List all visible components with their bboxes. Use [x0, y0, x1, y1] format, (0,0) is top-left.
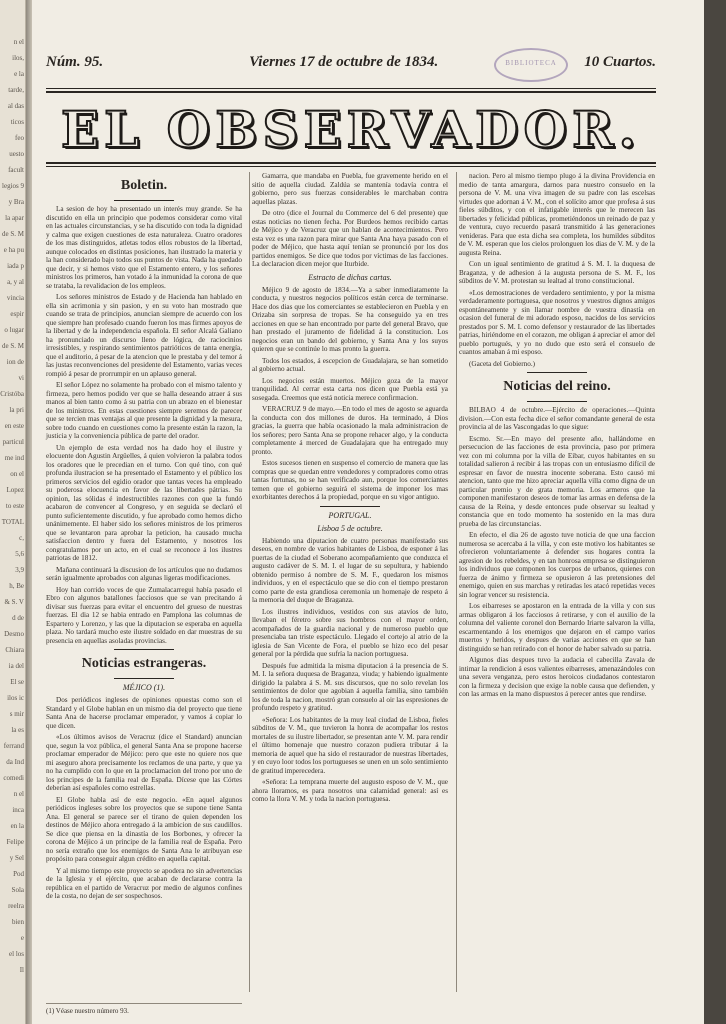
paragraph: Y al mismo tiempo este proyecto se apodera no sin advertencias de la Iglesia y el ejército, que acaban de declararse contra la república en el partido de Veracruz por medio de algunos confines de la costa, no dejan de ser sospechosos. — [46, 866, 242, 900]
issue-number: Núm. 95. — [46, 54, 104, 70]
left-page-fragment: espir — [10, 310, 24, 318]
paragraph: Estos sucesos tienen en suspenso el comercio de manera que las compras que se quedan entre vendedores y compradores como otras tantas fortunas, no se han verificado aun, porque los comerciantes temen que el gobierno seguirá el sistema de imponer los mas exorbitantes derechos á la propiedad, porque en su vigor antiguo. — [252, 459, 448, 501]
left-page-fragment: inca — [12, 806, 24, 814]
left-page-fragment: y Bra — [8, 198, 24, 206]
subhead-letters: Estracto de dichas cartas. — [308, 272, 392, 282]
title-rule — [320, 506, 380, 507]
left-page-fragment: & S. V — [4, 598, 24, 606]
left-page-fragment: iada p — [7, 262, 24, 270]
left-page-fragment: me ind — [4, 454, 24, 462]
title-rule — [527, 401, 587, 402]
left-page-fragment: on el — [10, 470, 24, 478]
title-rule — [114, 649, 174, 650]
paragraph: Los señores ministros de Estado y de Hacienda han hablado en ella sin acrimonia y sin pasion, y en su voto han mostrado que cuando se trata de principios, anuncian siempre de acuerdo con los que siempre han profesado cuando fueron los mas firmes apoyos de la libertad y de la independencia española. El señor Alcalá Galiano ha pronunciado un discurso lleno de lógica, de raciocinios irresistibles, y respirando sentimientos patrióticos de tanta energía, que el auditorio, á pesar de la atencion que le prestaba y del temor á las justas reconvenciones del presidente del Estamento, varias veces rompió á pesar de prorrumpir en un aplauso general. — [46, 293, 242, 378]
left-page-fragment: al das — [7, 102, 24, 110]
paragraph: VERACRUZ 9 de mayo.—En todo el mes de agosto se aguarda la conducta con dos millones de duros. Ha terminado, á Dios gracias, la guerra que había ocasionado la mala administracion de los señores; pero Santa Ana se propone rehacer algo, y la conducta completamente á merced de Guadalajara que ha entregado muy pronto. — [252, 405, 448, 456]
stamp-text: BIBLIOTECA — [505, 59, 557, 67]
portugal-continued — [459, 172, 655, 368]
paragraph: El señor López no solamente ha probado con el mismo talento y firmeza, pero hemos podido ver que se halla deseando atraer á sus manos al bien tanto como á su patria con un abrazo en el bienestar de los ministros. En estas cuestiones siempre seremos de parecer que se tercien mas ventajas al que presente la dignidad y la mesura, sobre todo cuando en cuestiones como la presente están la razon, la justicia y la conveniencia pública de parte del orador. — [46, 381, 242, 440]
left-page-fragment: ferrand — [3, 742, 24, 750]
left-page-fragment: 3,9 — [15, 566, 24, 574]
paragraph: Después fue admitida la misma diputacion á la presencia de S. M. I. la señora duquesa de Braganza, viuda; y habiendo igualmente dirigido la palabra á S. M. sus discursos, que no solo revelan los sentimientos de dolor que agobian á aquella familia, sino también los de toda la nacion, mostró gran consuelo al oir las espresiones de profundo respeto y gratitud. — [252, 661, 448, 712]
left-page-fragment: h, Be — [9, 582, 24, 590]
left-page-fragment: El se — [10, 678, 24, 686]
column-2 — [252, 172, 448, 807]
rule — [46, 162, 656, 164]
paragraph: De otro (dice el Journal du Commerce del 6 del presente) que estas noticias no tienen fecha. Por Burdeos hemos recibido cartas de Méjico y de Veracruz que un hablan de acontecimientos. Pero esta vez es una razon para mirar que Santa Ana haya pasado con el poder de Méjico, que hasta aquí tenían se pronunció por los dos partidos enemigos. Se dice que todos por víctimas de las facciones. La declaracion dicen mejor que Iturbide. — [252, 209, 448, 268]
paragraph: Un ejemplo de esta verdad nos ha dado hoy el ilustre y elocuente don Agustin Argüelles, á quien volvieron la palabra todos los oradores que le precedian en el turno. Con qué tino, con qué profunda ilustracion se ha presentado el Estamento y el público los primeros servicios del egidio orador que tantas veces ha empleado su poderosa elocuencia en favor de las libertades pátrias. Su opinion, las sólidas é indestructibles razones con que la fundó acabaron de convencer al Congreso, y en seguida se declaró el punto suficientemente discutido, y fue aprobado como hemos dicho unánimemente. El haber sido los señores ministros de los primeros que se levantaron para aprobar la peticion, ha causado mucha satisfaccion dentro y fuera del Estamento, y nosotros los congratulamos por un acto, en el cual se reconoce á los ilustres patriotas de 1812. — [46, 443, 242, 562]
column-3 — [459, 172, 655, 702]
left-page-fragment: ion de — [6, 358, 24, 366]
left-page-fragment: n el — [13, 38, 24, 46]
paragraph: Méjico 9 de agosto de 1834.—Ya a saber inmediatamente la conducta, y nuestros negocios políticos están cerca de terminarse. Hace dos dias que los comerciantes se establecieron en Puebla y en Orizaba sin sorpresa de tropas. Se ha conseguido ya en tres acciones en que se han encontrado por parte del general Bravo, que han prestado el juramento de fidelidad á la constitucion. Los negocios eran un bando del gobierno, y Santa Ana y los suyos quieren que se continúe lo mas pronto la guerra. — [252, 285, 448, 353]
left-page-fragment: ilos, — [12, 54, 24, 62]
paragraph: «Señora: La temprana muerte del augusto esposo de V. M., que ahora lloramos, es para nosotros una calamidad general: así es como la llora V. M. y toda la nacion portuguesa. — [252, 778, 448, 803]
paragraph: El Globe habla así de este negocio. «En aquel algunos periódicos ingleses sobre los proyectos que se supone tiene Santa Ana. El general se parece ser el tirano de quien dependen los destinos de Méjico ahora entregado á la ambicion de sus caudillos. Se dice que piensa en la dinastía de los Borbones, y ofrecer la corona de Méjico á un principe de la familia real de España. Pero no sería extraño que los enemigos de Santa Ana le atribuyan ese propósito para conseguir algun crédito en aquella capital. — [46, 795, 242, 863]
left-page-fragment: en este — [4, 422, 24, 430]
paragraph: (Gaceta del Gobierno.) — [469, 359, 536, 368]
left-page-fragment: bien — [11, 918, 24, 926]
left-page-fragment: facult — [8, 166, 24, 174]
section-title-foreign-news: Noticias estrangeras. — [81, 656, 207, 671]
left-page-fragment: feo — [15, 134, 24, 142]
scan-background-edge — [704, 0, 726, 1024]
left-page-fragment: s mir — [9, 710, 24, 718]
left-page-fragment: n el — [13, 790, 24, 798]
left-page-fragment: la pri — [9, 406, 24, 414]
paragraph: Escmo. Sr.—En mayo del presente año, hallándome en persecucion de las facciones de esta provincia, paso por primera vez con mi columna por la villa de Eibar, cuyos habitantes en su totalidad salieron á recibir á las tropas con un entusiasmo difícil de espresar en favor de nuestra inocente soberana. Esto causó mi atencion, tanto que me hizo apreciar aquella villa como digna de un particular premio y de grata memoria. Los armeros que la componen manifestaron deseos de tomar las armas en defensa de la causa de la Reina, y desde entonces pude observar su lealtad y constancia que en todo momento ha sostenido en la mas dura prueba de las circunstancias. — [459, 434, 655, 528]
left-page-fragment: el los — [9, 950, 24, 958]
paragraph: Habiendo una diputacion de cuatro personas manifestado sus deseos, en nombre de varios habitantes de Lisboa, de esponer á las puertas de la ciudad el Soberano acompañamiento que conduzca el augusto cadáver de S. M. I. el lugar de su sepultura, y habiendo obtenido permiso á nombre de S. M. F., quedaron los mismos individuos, y en el espectáculo que se dio con el tiempo prestaron como parte de esta grandiosa ceremonia un homenaje de respeto á la memoria del duque de Braganza. — [252, 536, 448, 604]
masthead — [46, 100, 656, 158]
left-page-fragment: y Sel — [9, 854, 24, 862]
left-page-fragment: uesto — [9, 150, 24, 158]
section-title-kingdom-news: Noticias del reino. — [503, 379, 611, 394]
title-rule — [114, 200, 174, 201]
left-page-fragment: vi — [18, 374, 24, 382]
newspaper-page — [32, 0, 726, 1024]
left-page-fragment: d de — [12, 614, 24, 622]
left-page-fragment: ticos — [10, 118, 24, 126]
left-page-fragment: Pod — [13, 870, 24, 878]
subhead-portugal: PORTUGAL. — [328, 510, 372, 520]
left-page-fragment: e — [20, 934, 24, 942]
dateline-lisbon: Lisboa 5 de octubre. — [317, 523, 383, 533]
column-1 — [46, 172, 242, 904]
left-page-fragment: en la — [10, 822, 24, 830]
left-page-fragment: vincia — [6, 294, 24, 302]
column-divider — [456, 172, 457, 992]
left-page-fragment: reelra — [8, 902, 24, 910]
paragraph: Los negocios están muertos. Méjico goza de la mayor tranquilidad. Al cerrar esta carta nos dicen que Puebla está ya sosegada. Creemos que está noticia merece confirmacion. — [252, 376, 448, 402]
portugal-body — [252, 537, 448, 804]
left-page-fragment: Chiara — [5, 646, 24, 654]
footnote: (1) Véase nuestro número 93. — [46, 1003, 242, 1015]
paragraph: Mañana continuará la discusion de los artículos que no dudamos serán igualmente aprobados con algunas ligeras modificaciones. — [46, 565, 242, 582]
mexico-continued — [252, 172, 448, 269]
rule — [46, 91, 656, 93]
paragraph: Hoy han corrido voces de que Zumalacarregui había pasado el Ebro con algunos batallones facciosos que se van precitando á divisar sus fuerzas para evitar el encuentro del grueso de nuestras fuerzas. El dia 12 se habia entrado en Pamplona las columnas de Espartero y Lorenzo, y las que la diputacion se esperaba en aquella plaza. No tardará mucho este ilustre soldado en dar muestras de su presencia en aquellas asoladas provincias. — [46, 585, 242, 645]
paragraph: BILBAO 4 de octubre.—Ejército de operaciones.—Quinta division.—Con esta fecha dice el señor comandante general de esta provincia al de las Vascongadas lo que sigue: — [459, 406, 655, 431]
rule — [46, 166, 656, 167]
subhead-mexico: MÉJICO (1). — [122, 683, 166, 692]
title-rule — [527, 372, 587, 373]
left-page-fragment: TOTAL — [1, 518, 24, 526]
issue-price: 10 Cuartos. — [584, 54, 656, 70]
paragraph: La sesion de hoy ha presentado un interés muy grande. Se ha discutido en ella un principio que podemos considerar como vital en las actuales circunstancias, y se ha discutido con toda la dignidad y calma que exigen cuestiones de esta naturaleza. Cuatro oradores de los mas distinguidos, atletas todos ellos robustos de la libertad, aunque colocados en distintas posiciones, han ilustrado la materia y la han considerado bajo todos sus puntos de vista. Nada ha quedado que decir, y si hemos visto que el Estamento entero, y los señores ministros los primeros, han votado á la inmunidad la corona de que se trataba, la revalidacion de los empleos. — [46, 205, 242, 290]
left-page-fragment: particul — [2, 438, 24, 446]
column-divider — [249, 172, 250, 992]
paragraph: Los eibarreses se apostaron en la entrada de la villa y con sus armas obligaron á los facciosos á retirarse, y con el auxilio de la columna del valiente coronel don Bernardo Iriarte salvaron la villa, escarmentando á los enemigos que dejaron en el campo varios muertos y heridos, y despues de varias acciones en que se han distinguido se han retirado con el honor de haber salvado su patria. — [459, 602, 655, 653]
kingdom-news-body — [459, 406, 655, 699]
paragraph: Algunos dias despues tuvo la audacia el cabecilla Zavala de intimar la rendicion á esos valientes eibarreses, amenazándoles con una severa venganza, pero estos heroicos ciudadanos contestaron con la firmeza y decision que exige la noble causa que defienden, y con las armas en la mano dispuestos á perecer antes que rendirse. — [459, 656, 655, 698]
left-page-fragment: 5,6 — [15, 550, 24, 558]
left-page-fragment: o lugar — [4, 326, 24, 334]
paragraph: Gamarra, que mandaba en Puebla, fue gravemente herido en el sitio de aquella ciudad. Zaldúa se mantenía todavía contra el gobierno, pero sus fuerzas considerables le marchaban contra aquellas plazas. — [252, 172, 448, 206]
left-page-fragment: de S. M — [2, 342, 24, 350]
left-page-fragment: a, y al — [7, 278, 24, 286]
left-page-fragment: Il — [19, 966, 24, 974]
left-page-fragment: legios 9 — [2, 182, 24, 190]
left-page-fragment: da Ind — [6, 758, 24, 766]
left-page-fragment: Lopez — [6, 486, 24, 494]
left-page-fragment: la es — [11, 726, 24, 734]
left-page-fragment: comedi — [3, 774, 24, 782]
paragraph: En efecto, el dia 26 de agosto tuve noticia de que una faccion numerosa se acercaba á la villa, y con este motivo los habitantes se ofrecieron voluntariamente á defender sus hogares contra la agresion de los rebeldes, y en tan honrosa empresa se distinguieron los individuos que componen los cuerpos de urbanos, quienes con fuerza de ánimo y firmeza se opusieron á las pretensiones del enemigo, quien en sus marchas y retiradas les atacó repetidas veces sin lograr vencer su resistencia. — [459, 531, 655, 599]
paragraph: Dos periódicos ingleses de opiniones opuestas como son el Standard y el Globe hablan en un mismo dia del proyecto que tiene Santa Ana de hacerse proclamar emperador, y vamos á copiar lo que dicen. — [46, 696, 242, 730]
adjacent-page-fragment — [0, 0, 26, 1024]
paragraph: «Señora: Los habitantes de la muy leal ciudad de Lisboa, fieles súbditos de V. M., que tuvieron la honra de acompañar los restos mortales de su ilustre libertador, se presentan ante V. M. para rendir el último homenaje que nuestro corazon pudiera tributar á la memoria de aquel que ha sido el restaurador de nuestras libertades, y en cuyo loor todos los portugueses se unen en un solo sentimiento de gratitud imperecedera. — [252, 715, 448, 775]
left-page-fragment: tarde, — [8, 86, 24, 94]
left-page-fragment: ia del — [8, 662, 24, 670]
left-page-fragment: la apar — [5, 214, 24, 222]
left-page-fragment: Cristóba — [0, 390, 24, 398]
library-stamp — [494, 48, 568, 82]
paragraph: Los ilustres individuos, vestidos con sus atavíos de luto, llevaban el féretro sobre sus hombros con el mayor orden, acompañados de la guardia nacional y de numeroso pueblo que presenciaba tan triste espectáculo. Llegado el cortejo al atrio de la iglesia de San Vicente de Fora, el pueblo se hizo eco del pesar general por la pérdida que sufría la nacion portuguesa. — [252, 607, 448, 658]
left-page-fragment: Desmo — [4, 630, 24, 638]
left-page-fragment: Felipe — [6, 838, 24, 846]
paragraph: Con un igual sentimiento de gratitud á S. M. I. la duquesa de Braganza, y de adhesion á la augusta persona de S. M. F., los súbditos de V. M. protestan su lealtad al trono constitucional. — [459, 260, 655, 285]
left-page-fragment: Sola — [11, 886, 24, 894]
left-page-fragment: e ha pu — [3, 246, 24, 254]
left-page-fragment: de S. M — [2, 230, 24, 238]
left-page-fragment: ilos ic — [7, 694, 24, 702]
left-page-fragment: e la — [14, 70, 24, 78]
letters-body — [252, 286, 448, 502]
left-page-fragment: c, — [19, 534, 24, 542]
title-rule — [114, 678, 174, 679]
foreign-news-body — [46, 696, 242, 901]
left-page-fragment: to este — [5, 502, 24, 510]
section-title-boletin: Boletin. — [120, 178, 168, 193]
paragraph: nacion. Pero al mismo tiempo plugo á la divina Providencia en medio de tanta amargura, darnos para nuestro consuelo en la persona de V. M. una viva imagen de su padre con las escelsas virtudes que adornan á V. M., con el solícito amor que profesa á sus fieles súbditos, y con el infatigable interés que le merecen las libertades y felicidad públicas, prometiéndonos un reinado de paz y de ventura, cuyo recuerdo pasará transmitido á las generaciones venideras. Para que esta dicha sea completa, los humildes súbditos de V. M. esperan que los cielos prolonguen los dias de V. M. y de la augusta Reina. — [459, 172, 655, 257]
paragraph: «Los últimos avisos de Veracruz (dice el Standard) anuncian que, segun la voz pública, el general Santa Ana se propone hacerse proclamar emperador de Méjico: pero que este no quiere nos que mi aseguro ahora precisamente los reclamos de una parte, y que ya no ha cumplido con lo que en la proclamacion del trono por uno de los principes de la familia real de España. Dícese que las Córtes deberían así españoles como estrellas. — [46, 733, 242, 792]
newspaper-title: EL OBSERVADOR. — [60, 99, 642, 159]
boletin-body — [46, 205, 242, 645]
paragraph: Todos los estados, á escepcion de Guadalajara, se han sometido al gobierno actual. — [252, 356, 448, 373]
rule — [46, 88, 656, 89]
paragraph: «Los demostraciones de verdadero sentimiento, y por la misma verdaderamente portuguesa, que nosotros y vuestros dignos amigos espontáneamente y sin llamar nombre de vuestra dinastía en ocasion del funeral de mi adorado esposo, nacidos de los servicios prestados por S. M. I. como defensor y restaurador de las libertades patrias, hiriéndome en el corazon, me obligan á apreciar el amor del pueblo portugués, y yo no dudo que esto será el consuelo de cuantos amaban á mi esposo. — [459, 288, 655, 356]
issue-date: Viernes 17 de octubre de 1834. — [249, 54, 439, 70]
